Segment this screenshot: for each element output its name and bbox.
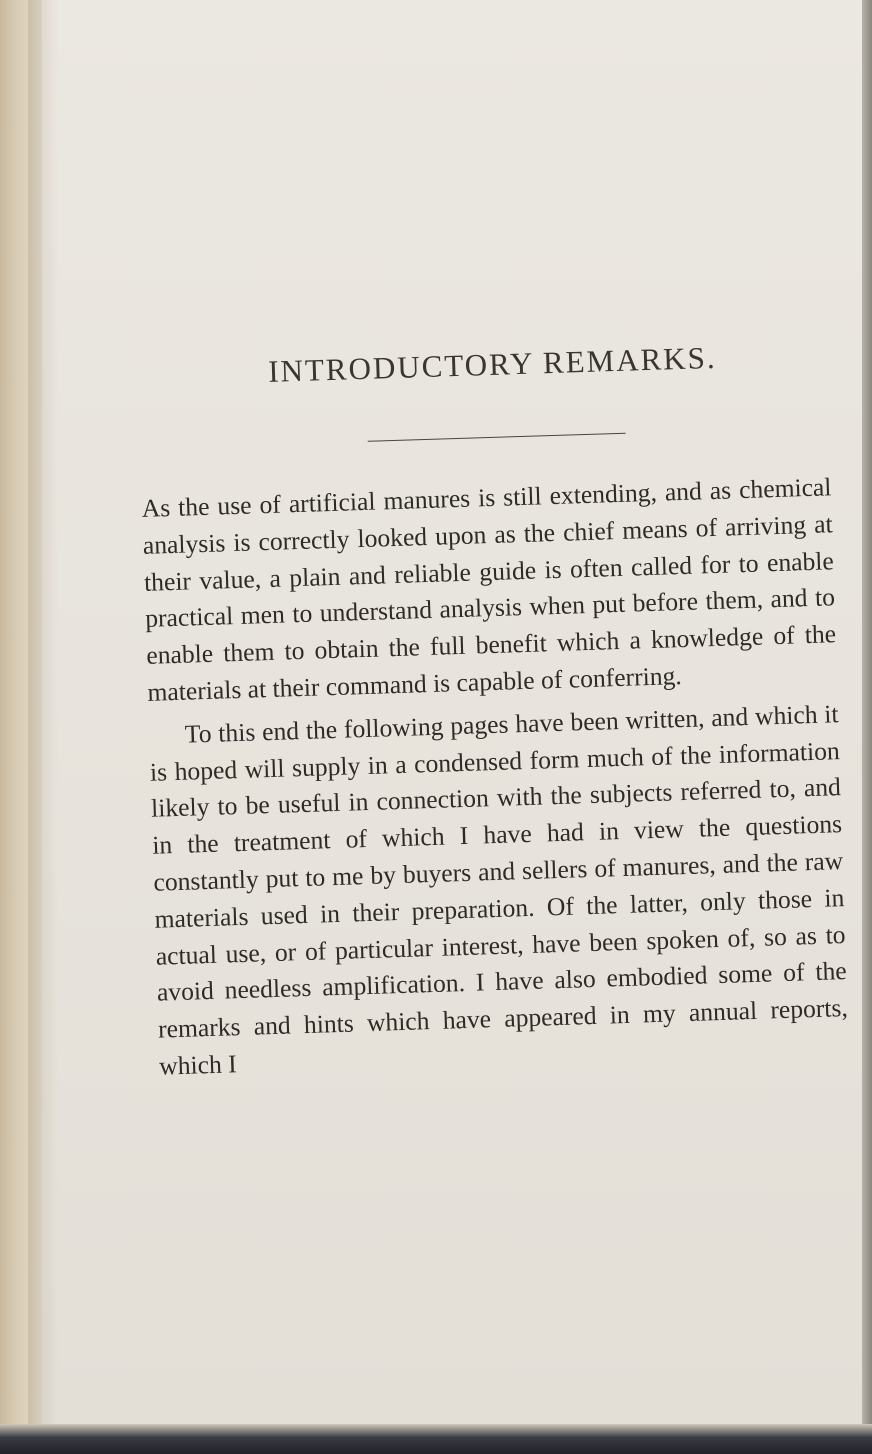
page-heading: INTRODUCTORY REMARKS. bbox=[267, 339, 718, 389]
page-sheet bbox=[42, 0, 862, 1424]
paragraph-2: To this end the following pages have been written, and which it is hoped will supply in a condensed form much of the information likely to be useful in connection with the subjects referred to, and in the treatment of which I have had in view the questions constantly put to me by buyers and sellers of manures, and the raw materials used in their preparation. Of the latter, only those in actual use, or of particular interest, have been spoken of, so as to avoid needless amplification. I have also embodied some of the remarks and hints which have appeared in my annual reports, which I bbox=[149, 698, 849, 1081]
binding-shadow bbox=[28, 0, 58, 1454]
book-right-edge bbox=[862, 0, 872, 1454]
text-block bbox=[137, 336, 850, 1085]
book-cover-edge bbox=[0, 1424, 872, 1454]
paragraph-1: As the use of artificial manures is still extending, and as chemical analysis is correctly looked upon as the chief means of arriving at their value, a plain and reliable guide is often called for to enable practical men to understand analysis when put before them, and to enable them to obtain the full benefit which a knowledge of the materials at their command is capable of conferring. bbox=[141, 472, 837, 707]
heading-rule bbox=[368, 433, 626, 442]
